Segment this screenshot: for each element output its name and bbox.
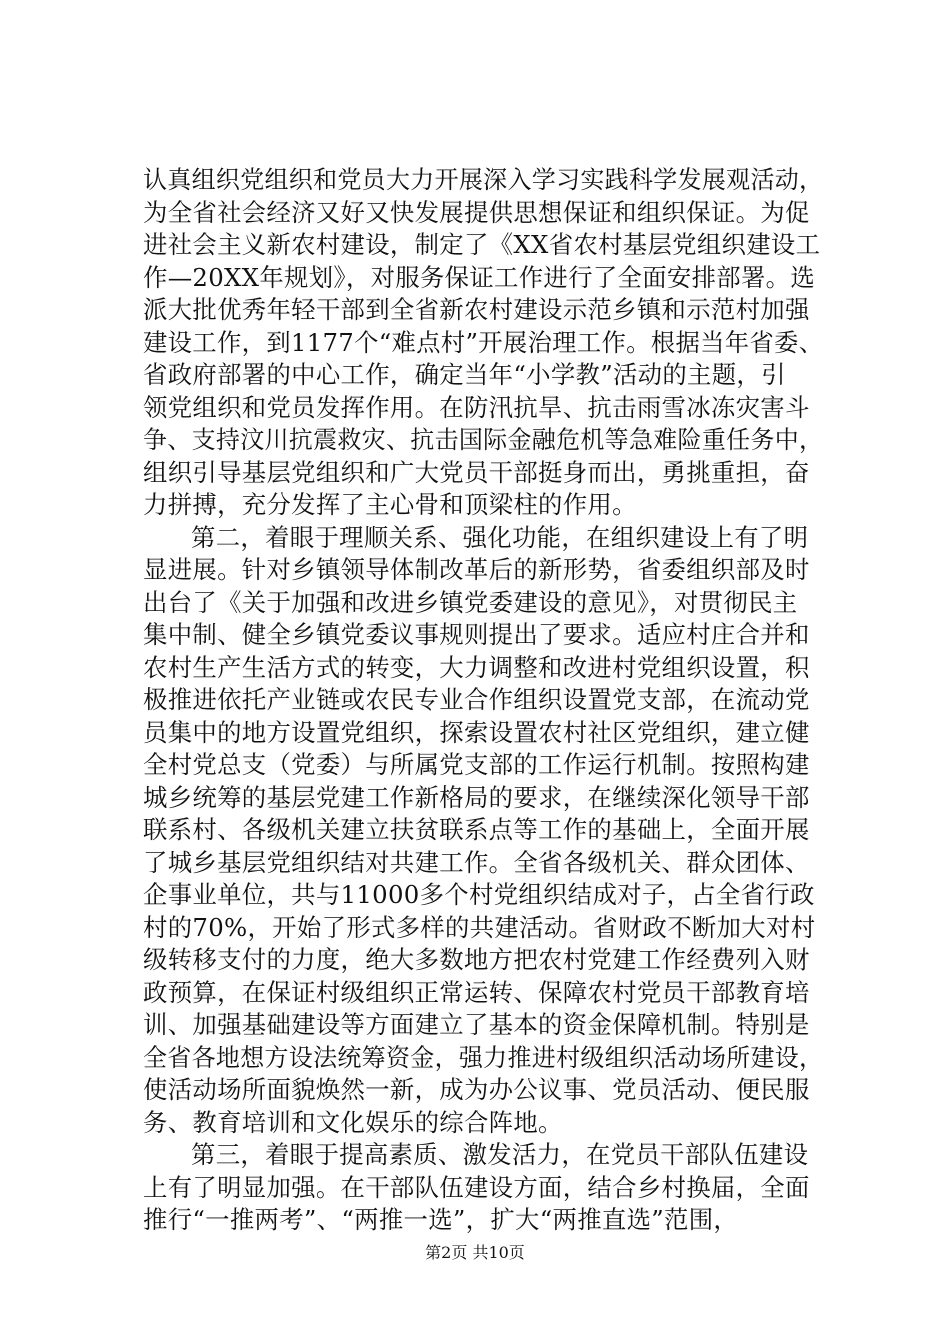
- text-line: 显进展。针对乡镇领导体制改革后的新形势，省委组织部及时: [143, 555, 810, 584]
- body-text: [143, 164, 823, 1237]
- text-line: 务、教育培训和文化娱乐的综合阵地。: [143, 1107, 563, 1137]
- text-line: 员集中的地方设置党组织，探索设置农村社区党组织，建立健: [143, 717, 810, 747]
- text-line: 力拼搏，充分发挥了主心骨和顶梁柱的作用。: [143, 490, 637, 519]
- text-line: 省政府部署的中心工作，确定当年“小学教”活动的主题，引: [143, 360, 786, 389]
- text-line: 上有了明显加强。在干部队伍建设方面，结合乡村换届，全面: [143, 1172, 810, 1202]
- text-line: 推行“一推两考”、“两推一选”，扩大“两推直选”范围，: [143, 1205, 739, 1234]
- text-line: 极推进依托产业链或农民专业合作组织设置党支部，在流动党: [143, 685, 810, 714]
- text-line: 了城乡基层党组织结对共建工作。全省各级机关、群众团体、: [143, 847, 810, 877]
- text-line: 全村党总支（党委）与所属党支部的工作运行机制。按照构建: [143, 750, 810, 779]
- text-line: 农村生产生活方式的转变，大力调整和改进村党组织设置，积: [143, 652, 810, 682]
- text-line: 建设工作，到1177个“难点村”开展治理工作。根据当年省委、: [143, 327, 824, 357]
- text-line: 企事业单位，共与11000多个村党组织结成对子，占全省行政: [143, 880, 815, 909]
- text-line: 认真组织党组织和党员大力开展深入学习实践科学发展观活动，: [143, 165, 824, 194]
- text-line: 作—20XX年规划》，对服务保证工作进行了全面安排部署。选: [143, 262, 816, 292]
- text-line: 派大批优秀年轻干部到全省新农村建设示范乡镇和示范村加强: [143, 295, 810, 324]
- text-line: 级转移支付的力度，绝大多数地方把农村党建工作经费列入财: [143, 945, 810, 974]
- text-line: 政预算，在保证村级组织正常运转、保障农村党员干部教育培: [143, 977, 810, 1007]
- text-line: 城乡统筹的基层党建工作新格局的要求，在继续深化领导干部: [143, 782, 810, 812]
- page-footer: 第2页 共10页: [425, 1243, 525, 1262]
- text-line: 使活动场所面貌焕然一新，成为办公议事、党员活动、便民服: [143, 1075, 810, 1104]
- paragraph-first-line: 第三，着眼于提高素质、激发活力，在党员干部队伍建设: [191, 1140, 809, 1169]
- text-line: 争、支持汶川抗震救灾、抗击国际金融危机等急难险重任务中，: [143, 425, 824, 454]
- text-line: 出台了《关于加强和改进乡镇党委建设的意见》，对贯彻民主: [143, 587, 798, 617]
- text-line: 进社会主义新农村建设，制定了《XX省农村基层党组织建设工: [143, 230, 821, 259]
- text-line: 联系村、各级机关建立扶贫联系点等工作的基础上，全面开展: [143, 815, 810, 844]
- text-line: 领党组织和党员发挥作用。在防汛抗旱、抗击雨雪冰冻灾害斗: [143, 392, 810, 422]
- text-line: 全省各地想方设法统筹资金，强力推进村级组织活动场所建设，: [143, 1042, 824, 1072]
- text-line: 为全省社会经济又好又快发展提供思想保证和组织保证。为促: [143, 197, 810, 227]
- text-line: 组织引导基层党组织和广大党员干部挺身而出，勇挑重担，奋: [143, 457, 810, 487]
- text-line: 村的70%，开始了形式多样的共建活动。省财政不断加大对村: [143, 912, 816, 942]
- text-line: 集中制、健全乡镇党委议事规则提出了要求。适应村庄合并和: [143, 620, 810, 649]
- text-line: 训、加强基础建设等方面建立了基本的资金保障机制。特别是: [143, 1010, 810, 1039]
- paragraph-first-line: 第二，着眼于理顺关系、强化功能，在组织建设上有了明: [191, 522, 809, 552]
